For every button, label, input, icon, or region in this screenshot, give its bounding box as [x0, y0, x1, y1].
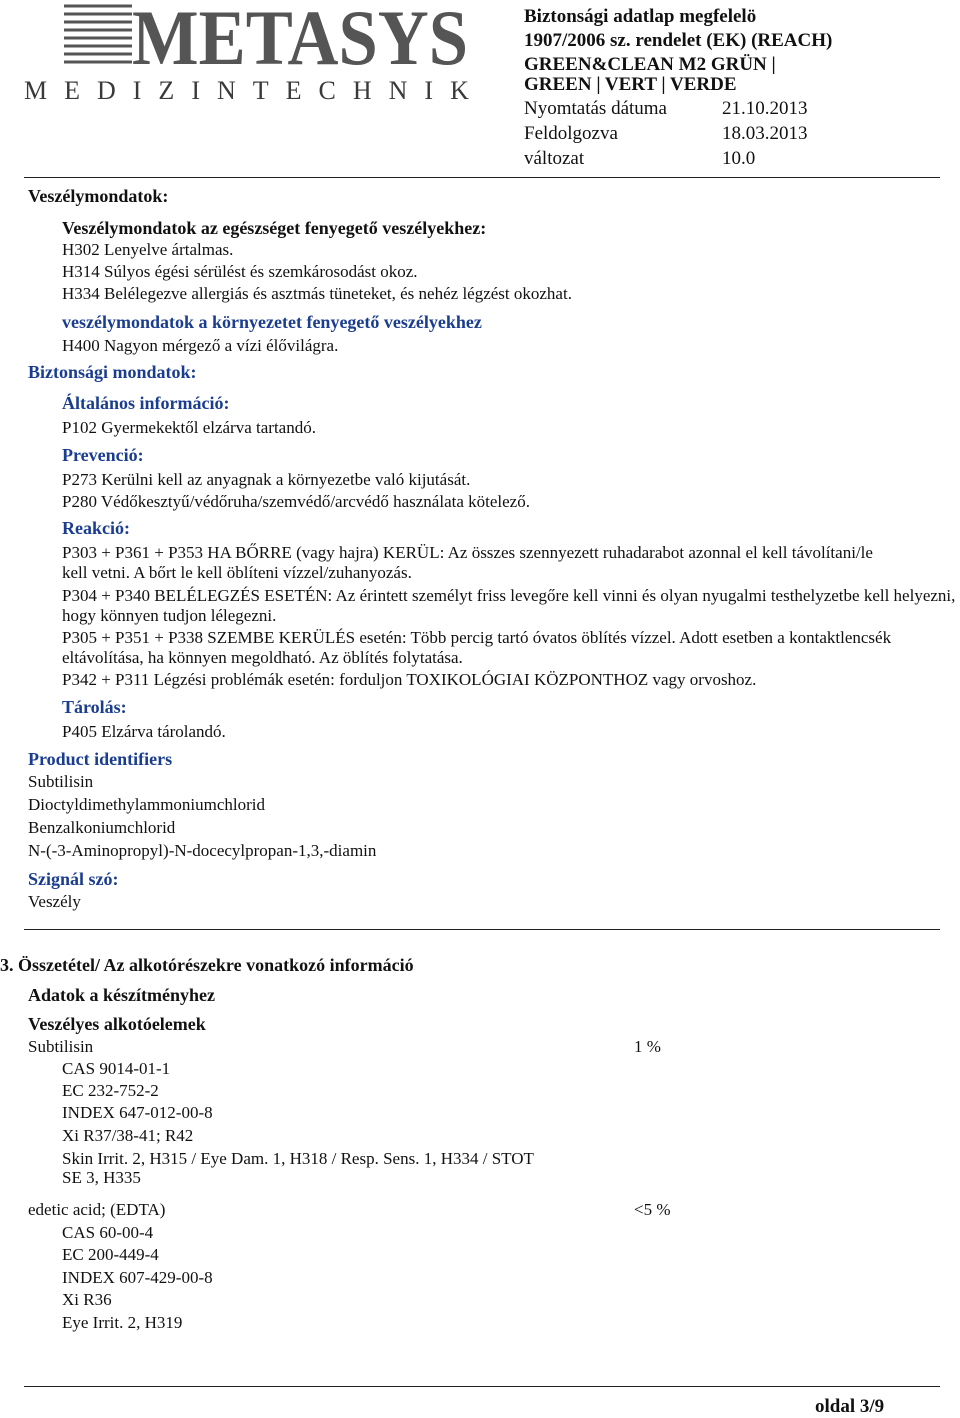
h314: H314 Súlyos égési sérülést és szemkárosodást okoz. [62, 262, 418, 281]
component-1-name: Subtilisin [28, 1037, 94, 1056]
component-2-index: INDEX 607-429-00-8 [62, 1268, 213, 1287]
logo-text: METASYS [132, 0, 468, 72]
header-line-2: 1907/2006 sz. rendelet (EK) (REACH) [524, 30, 833, 51]
version-label: változat [524, 148, 585, 169]
h302: H302 Lenyelve ártalmas. [62, 240, 234, 259]
component-1-r-phrases: Xi R37/38-41; R42 [62, 1126, 194, 1145]
component-2-r-phrases: Xi R36 [62, 1290, 112, 1309]
p304: P304 + P340 BELÉLEGZÉS ESETÉN: Az érintett személyt friss levegőre kell vinni és olyan nyugalmi testhelyzetbe kell helyezni, hogy könnyen tudjon lélegezni. [62, 586, 956, 625]
reaction-title: Reakció: [62, 518, 130, 538]
component-2-cas: CAS 60-00-4 [62, 1223, 154, 1242]
logo-subtitle: MEDIZINTECHNIK [24, 76, 486, 105]
hazard-title: Veszélymondatok: [28, 186, 169, 206]
footer-divider [24, 1386, 940, 1387]
prevention-title: Prevenció: [62, 445, 144, 465]
component-1-index: INDEX 647-012-00-8 [62, 1103, 213, 1122]
p280: P280 Védőkesztyű/védőruha/szemvédő/arcvédő használata kötelező. [62, 492, 530, 511]
component-1-classification-2: SE 3, H335 [62, 1168, 141, 1187]
page-number: oldal 3/9 [815, 1396, 885, 1417]
section-3-title: 3. Összetétel/ Az alkotórészekre vonatkozó információ [0, 955, 414, 975]
component-2-classification: Eye Irrit. 2, H319 [62, 1313, 183, 1332]
section-divider [24, 929, 940, 930]
p303: P303 + P361 + P353 HA BŐRRE (vagy hajra) KERÜL: Az összes szennyezett ruhadarabot azonnal el kell távolítani/le kell vetni. A bőrt le kell öblíteni vízzel/zuhanyozás. [62, 543, 873, 582]
component-1-cas: CAS 9014-01-1 [62, 1059, 171, 1078]
health-hazard-title: Veszélymondatok az egészséget fenyegető veszélyekhez: [62, 218, 487, 238]
version-value: 10.0 [722, 148, 756, 169]
processed-label: Feldolgozva [524, 123, 618, 144]
metasys-logo [62, 0, 472, 72]
print-date-value: 21.10.2013 [722, 98, 808, 119]
product-item-3: Benzalkoniumchlorid [28, 818, 176, 837]
processed-value: 18.03.2013 [722, 123, 808, 144]
product-item-1: Subtilisin [28, 772, 94, 791]
h334: H334 Belélegezve allergiás és asztmás tüneteket, és nehéz légzést okozhat. [62, 284, 572, 303]
component-2-percent: <5 % [634, 1200, 671, 1219]
header-line-1: Biztonsági adatlap megfelelö [524, 6, 757, 27]
header-product-variants: GREEN | VERT | VERDE [524, 74, 737, 95]
safety-title: Biztonsági mondatok: [28, 362, 197, 382]
component-1-classification-1: Skin Irrit. 2, H315 / Eye Dam. 1, H318 / Resp. Sens. 1, H334 / STOT [62, 1149, 534, 1168]
p102: P102 Gyermekektől elzárva tartandó. [62, 418, 316, 437]
component-2-name: edetic acid; (EDTA) [28, 1200, 166, 1219]
product-item-2: Dioctyldimethylammoniumchlorid [28, 795, 266, 814]
component-2-ec: EC 200-449-4 [62, 1245, 159, 1264]
p273: P273 Kerülni kell az anyagnak a környezetbe való kijutását. [62, 470, 471, 489]
p305: P305 + P351 + P338 SZEMBE KERÜLÉS esetén: Több percig tartó óvatos öblítés vízzel. Adott esetben a kontaktlencsék eltávolítása, ha könnyen megoldható. Az öblítés folytatása. [62, 628, 892, 667]
header-product-name: GREEN&CLEAN M2 GRÜN | [524, 54, 776, 75]
env-hazard-title: veszélymondatok a környezetet fenyegető veszélyekhez [62, 312, 482, 332]
general-info-title: Általános információ: [62, 393, 230, 413]
product-item-4: N-(-3-Aminopropyl)-N-docecylpropan-1,3,-diamin [28, 841, 377, 860]
header-divider [24, 177, 940, 178]
p405: P405 Elzárva tárolandó. [62, 722, 226, 741]
hazardous-components-title: Veszélyes alkotóelemek [28, 1014, 206, 1034]
signal-word-value: Veszély [28, 892, 81, 911]
print-date-label: Nyomtatás dátuma [524, 98, 667, 119]
p342: P342 + P311 Légzési problémák esetén: forduljon TOXIKOLÓGIAI KÖZPONTHOZ vagy orvoshoz. [62, 670, 757, 689]
product-identifiers-title: Product identifiers [28, 749, 173, 769]
component-1-percent: 1 % [634, 1037, 661, 1056]
preparation-data-title: Adatok a készítményhez [28, 985, 215, 1005]
storage-title: Tárolás: [62, 697, 127, 717]
component-1-ec: EC 232-752-2 [62, 1081, 159, 1100]
signal-word-title: Szignál szó: [28, 869, 119, 889]
h400: H400 Nagyon mérgező a vízi élővilágra. [62, 336, 339, 355]
